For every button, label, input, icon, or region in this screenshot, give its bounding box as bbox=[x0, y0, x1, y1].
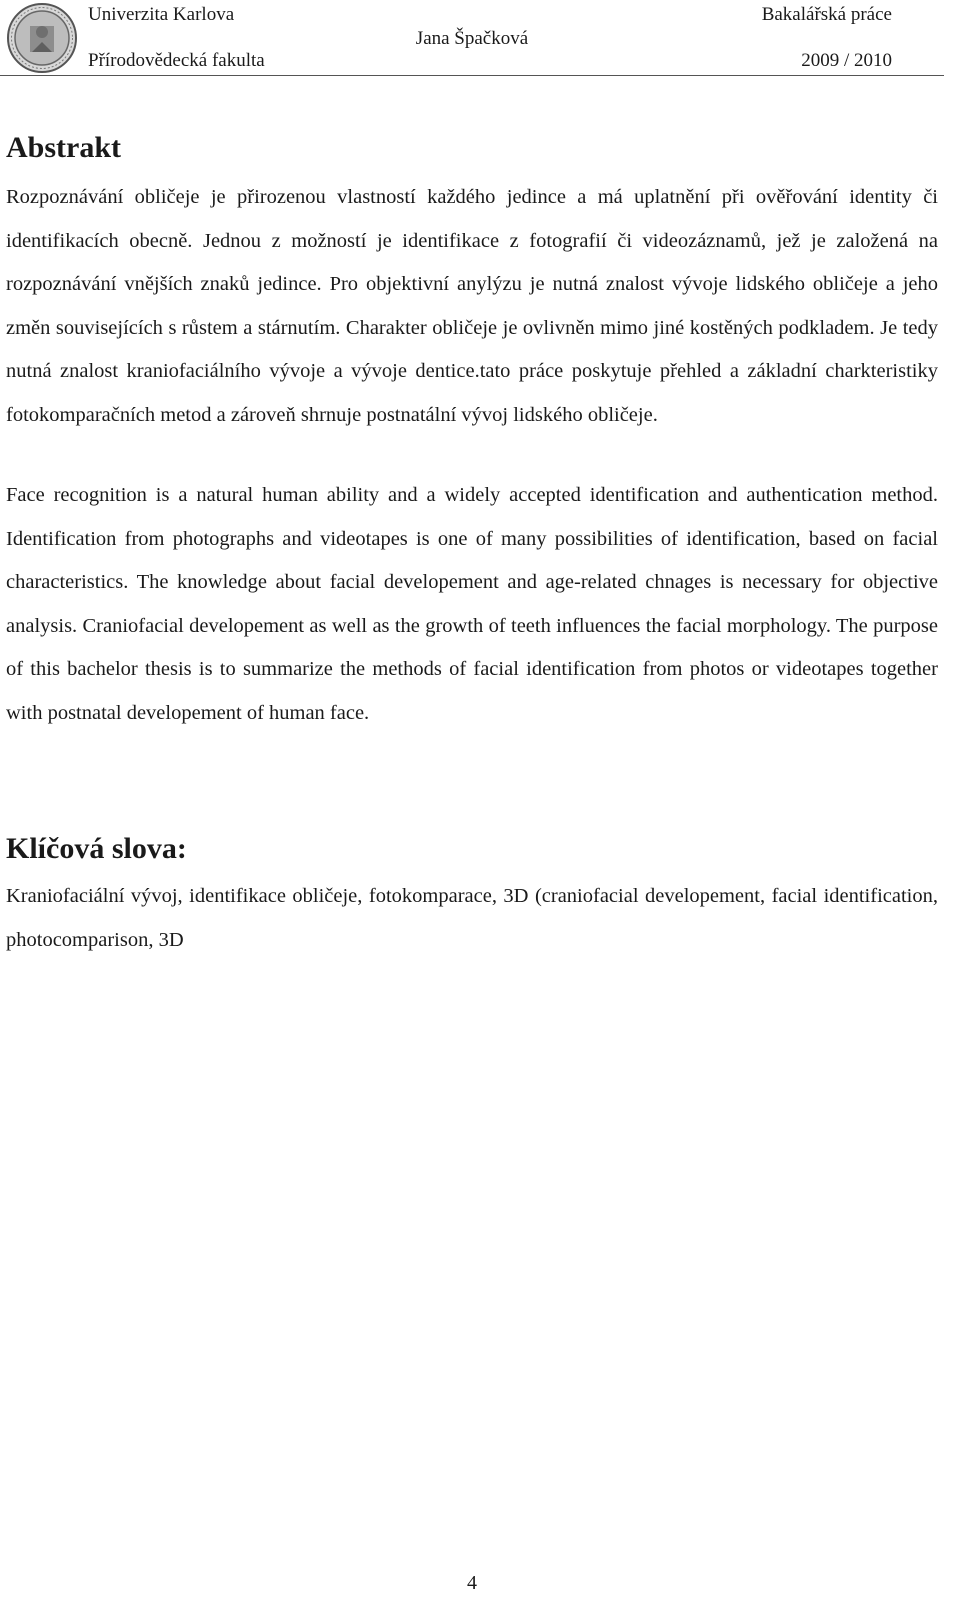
academic-year: 2009 / 2010 bbox=[801, 50, 892, 71]
university-name: Univerzita Karlova bbox=[88, 4, 235, 25]
author-name: Jana Špačková bbox=[415, 28, 529, 49]
abstract-english: Face recognition is a natural human ability and a widely accepted identification and authentication method. Identification from photographs and videotapes is one of many possibilities of identification, based on facial characteristics. The knowledge about facial developement and age-related chnages is necessary for objective analysis. Craniofacial developement as well as the growth of teeth influences the facial morphology. The purpose of this bachelor thesis is to summarize the methods of facial identification from photos or videotapes together with postnatal developement of human face. bbox=[6, 484, 938, 724]
page-number: 4 bbox=[467, 1572, 477, 1594]
thesis-type: Bakalářská práce bbox=[761, 4, 892, 25]
page-content bbox=[6, 126, 938, 962]
page-header bbox=[0, 0, 960, 76]
abstract-czech: Rozpoznávání obličeje je přirozenou vlastností každého jedince a má uplatnění při ověřování identity či identifikacích obecně. Jednou z možností je identifikace z fotografií či videozáznamů, jež je založená na rozpoznávání vnějších znaků jedince. Pro objektivní anylýzu je nutná znalost vývoje lidského obličeje a jeho změn souvisejících s růstem a stárnutím. Charakter obličeje je ovlivněn mimo jiné kostěných podkladem. Je tedy nutná znalost kraniofaciálního vývoje a vývoje dentice.tato práce poskytuje přehled a základní charkteristiky fotokomparačních metod a zároveň shrnuje postnatální vývoj lidského obličeje. bbox=[6, 186, 938, 426]
header-divider bbox=[0, 75, 944, 76]
keywords-title: Klíčová slova: bbox=[6, 832, 187, 865]
faculty-name: Přírodovědecká fakulta bbox=[88, 50, 265, 71]
keywords-text: Kraniofaciální vývoj, identifikace obličeje, fotokomparace, 3D (craniofacial developement, facial identification, photocomparison, 3D bbox=[6, 885, 938, 951]
abstract-title: Abstrakt bbox=[6, 131, 122, 164]
